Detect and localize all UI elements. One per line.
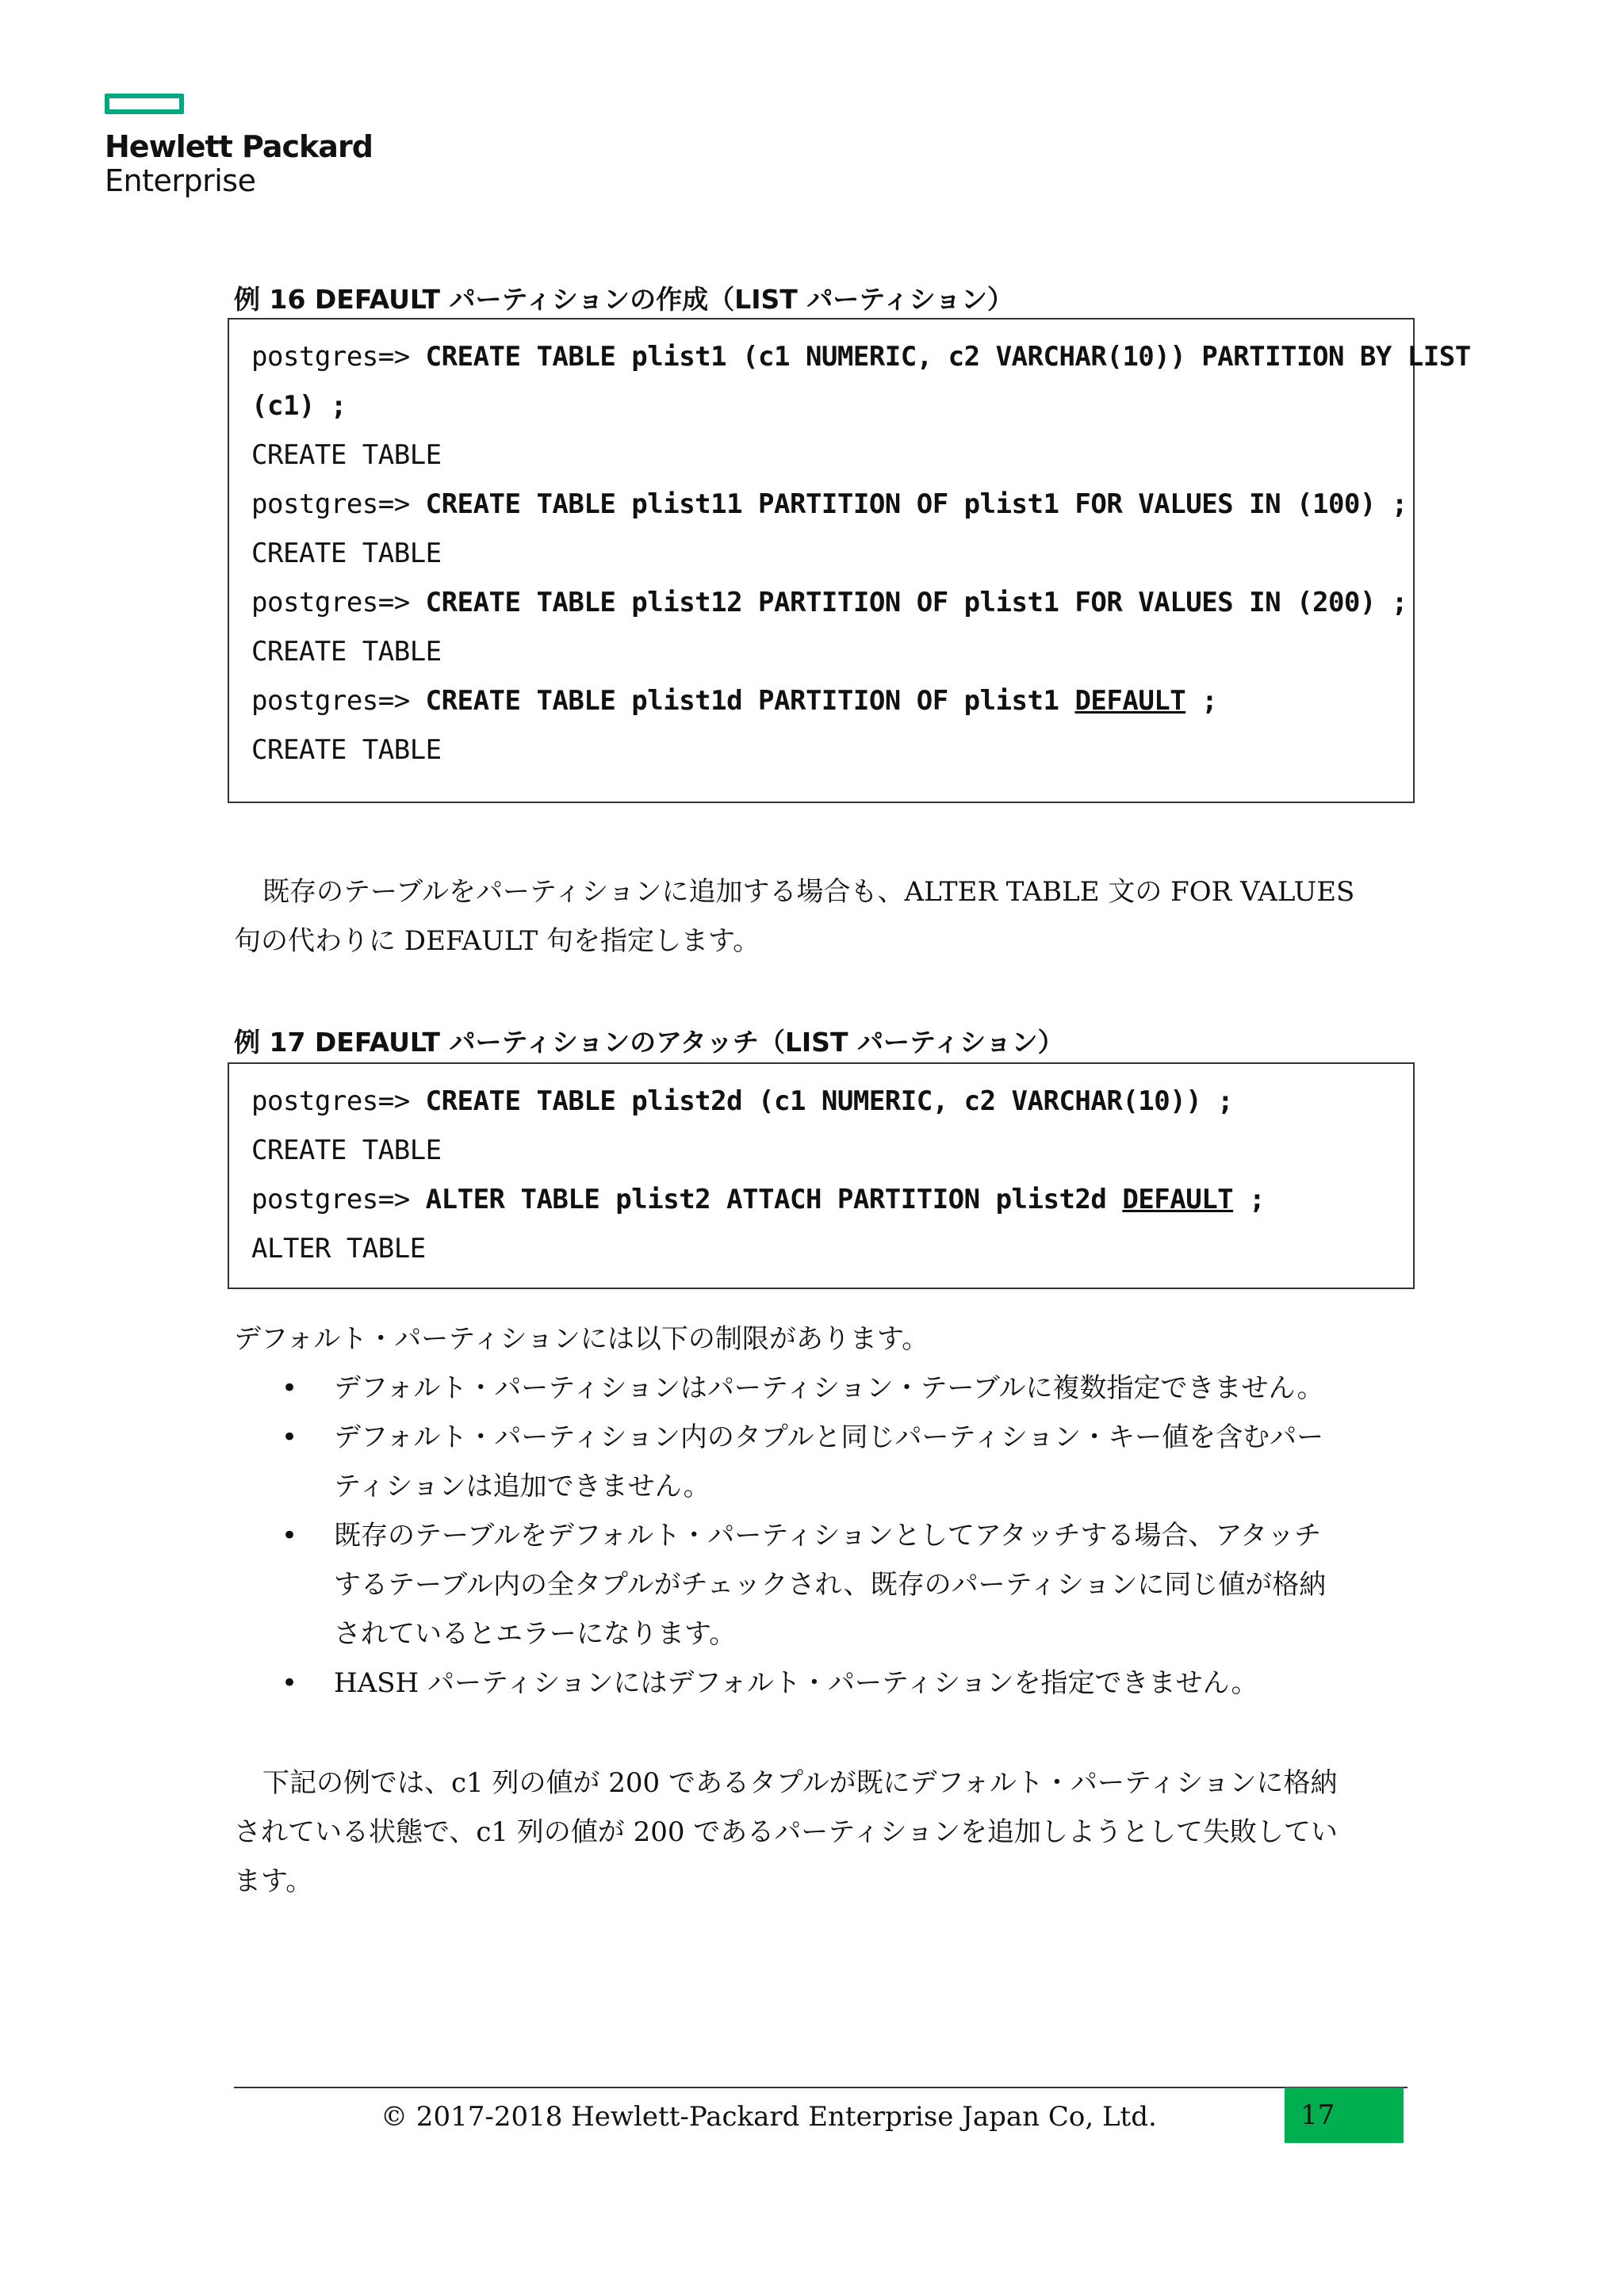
restriction-line: HASH パーティションにはデフォルト・パーティションを指定できません。 — [334, 1667, 1258, 1699]
restriction-line: されているとエラーになります。 — [334, 1618, 737, 1650]
restriction-line: デフォルト・パーティション内のタプルと同じパーティション・キー値を含むパー — [334, 1422, 1324, 1453]
code-line — [251, 1175, 1413, 1224]
bullet-icon: • — [282, 1667, 298, 1699]
code-line — [251, 529, 1413, 578]
code-line — [251, 1077, 1413, 1126]
restrictions-intro-text: デフォルト・パーティションには以下の制限があります。 — [234, 1323, 929, 1355]
code-cmd: ALTER TABLE plist2 ATTACH PARTITION plist2d — [425, 1184, 1123, 1215]
code-cmd: CREATE TABLE plist12 PARTITION OF plist1 FOR VALUES IN (200) ; — [425, 587, 1408, 618]
code-tail: ; — [1185, 685, 1218, 717]
restriction-line: デフォルト・パーティションはパーティション・テーブルに複数指定できません。 — [334, 1372, 1324, 1404]
bullet-icon: • — [282, 1372, 298, 1404]
code-prompt: CREATE TABLE — [251, 439, 442, 471]
code-prompt: CREATE TABLE — [251, 636, 442, 668]
code-line — [251, 676, 1413, 725]
example16-code-block — [228, 318, 1471, 803]
restriction-line: するテーブル内の全タプルがチェックされ、既存のパーティションに同じ値が格納 — [334, 1569, 1327, 1601]
code-line — [251, 578, 1413, 627]
restriction-item — [234, 1511, 1408, 1659]
code-line — [251, 381, 1413, 430]
restriction-item — [234, 1364, 1408, 1413]
code-line — [251, 1224, 1413, 1273]
code-prompt: postgres=> — [251, 587, 426, 618]
hpe-logo — [105, 94, 373, 197]
code-under: DEFAULT — [1122, 1184, 1234, 1215]
code-line — [251, 480, 1413, 529]
code-prompt: CREATE TABLE — [251, 538, 442, 569]
example17-caption: 例 17 DEFAULT パーティションのアタッチ（LIST パーティション） — [234, 1027, 1064, 1058]
code-prompt: postgres=> — [251, 341, 426, 373]
bullet-icon: • — [282, 1520, 298, 1552]
logo-text-line2: Enterprise — [105, 163, 256, 198]
paragraph-line: ます。 — [234, 1866, 313, 1897]
code-prompt: postgres=> — [251, 1184, 426, 1215]
paragraph-line: 句の代わりに DEFAULT 句を指定します。 — [234, 925, 760, 957]
code-line — [251, 725, 1413, 775]
paragraph-example-intro — [234, 1758, 1408, 1906]
code-cmd: CREATE TABLE plist1d PARTITION OF plist1 — [425, 685, 1075, 717]
code-prompt: ALTER TABLE — [251, 1233, 426, 1265]
bullet-icon: • — [282, 1422, 298, 1453]
footer-rule — [234, 2087, 1408, 2088]
code-prompt: CREATE TABLE — [251, 1135, 442, 1166]
code-line — [251, 1126, 1413, 1175]
code-line — [251, 430, 1413, 480]
code-prompt: CREATE TABLE — [251, 734, 442, 766]
restriction-item — [234, 1413, 1408, 1511]
code-cmd: (c1) ; — [251, 390, 347, 422]
restriction-line: 既存のテーブルをデフォルト・パーティションとしてアタッチする場合、アタッチ — [334, 1520, 1322, 1552]
paragraph-line: 下記の例では、c1 列の値が 200 であるタプルが既にデフォルト・パーティションに格納 — [262, 1767, 1338, 1799]
page-number: 17 — [1285, 2087, 1404, 2143]
code-prompt: postgres=> — [251, 488, 426, 520]
restriction-line: ティションは追加できません。 — [334, 1471, 710, 1502]
hpe-logo-mark — [105, 94, 184, 114]
paragraph-line: されている状態で、c1 列の値が 200 であるパーティションを追加しようとして失敗してい — [234, 1816, 1338, 1848]
code-cmd: CREATE TABLE plist1 (c1 NUMERIC, c2 VARCHAR(10)) PARTITION BY LIST — [425, 341, 1471, 373]
code-tail: ; — [1233, 1184, 1266, 1215]
code-cmd: CREATE TABLE plist11 PARTITION OF plist1 FOR VALUES IN (100) ; — [425, 488, 1408, 520]
example16-caption: 例 16 DEFAULT パーティションの作成（LIST パーティション） — [234, 284, 1013, 315]
code-prompt: postgres=> — [251, 685, 426, 717]
example17-code-block — [228, 1062, 1415, 1289]
code-line — [251, 332, 1471, 381]
restriction-item — [234, 1659, 1408, 1708]
code-prompt: postgres=> — [251, 1085, 426, 1117]
restrictions-intro — [234, 1314, 1408, 1364]
code-cmd: CREATE TABLE plist2d (c1 NUMERIC, c2 VARCHAR(10)) ; — [425, 1085, 1234, 1117]
logo-text-line1: Hewlett Packard — [105, 129, 373, 164]
footer-copyright: © 2017-2018 Hewlett-Packard Enterprise Japan Co, Ltd. — [381, 2101, 1157, 2133]
paragraph-default-attach — [234, 867, 1408, 966]
code-under: DEFAULT — [1074, 685, 1186, 717]
restrictions-list — [234, 1364, 1408, 1708]
paragraph-line: 既存のテーブルをパーティションに追加する場合も、ALTER TABLE 文の FOR VALUES — [262, 876, 1355, 908]
code-line — [251, 627, 1413, 676]
